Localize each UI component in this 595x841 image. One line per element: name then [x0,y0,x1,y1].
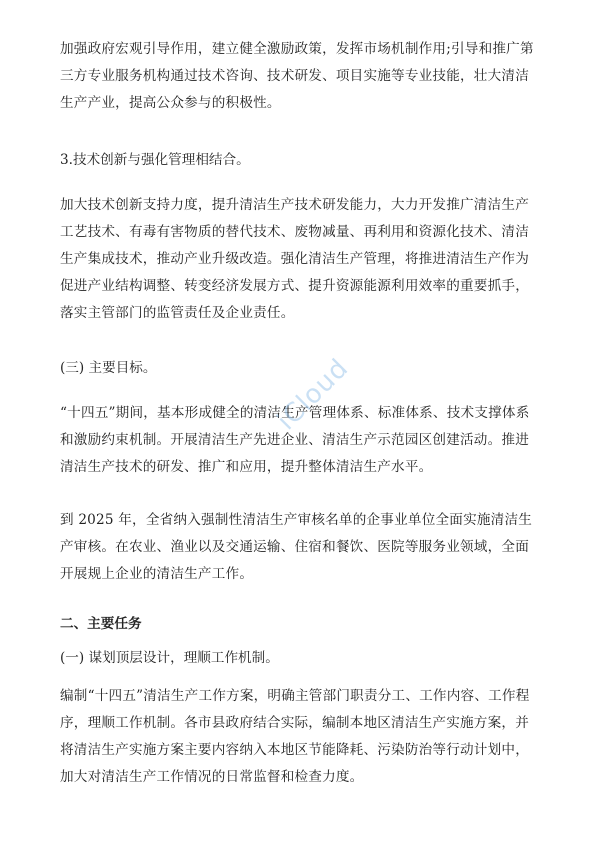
paragraph-14th-plan: “十四五”期间，基本形成健全的清洁生产管理体系、标准体系、技术支撑体系和激励约束机制。开展清洁生产先进企业、清洁生产示范园区创建活动。推进清洁生产技术的研发、推广和应用，提升整体清洁生产水平。 [60,405,530,475]
paragraph-2025-target: 到 2025 年，全省纳入强制性清洁生产审核名单的企事业单位全面实施清洁生产审核。在农业、渔业以及交通运输、住宿和餐饮、医院等服务业领域，全面开展规上企业的清洁生产工作。 [60,512,533,582]
paragraph-tech-management: 加大技术创新支持力度，提升清洁生产技术研发能力，大力开发推广清洁生产工艺技术、有毒有害物质的替代技术、废物减量、再利用和资源化技术、清洁生产集成技术，推动产业升级改造。强化清洁生产管理，将推进清洁生产作为促进产业结构调整、转变经济发展方式、提升资源能源利用效率的重要抓手，落实主管部门的监管责任及企业责任。 [60,197,529,321]
paragraph-work-plan: 编制“十四五”清洁生产工作方案，明确主管部门职责分工、工作内容、工作程序，理顺工作机制。各市县政府结合实际，编制本地区清洁生产实施方案，并将清洁生产实施方案主要内容纳入本地区节能降耗、污染防治等行动计划中，加大对清洁生产工作情况的日常监督和检查力度。 [60,688,530,785]
heading-tech-innovation: 3.技术创新与强化管理相结合。 [60,152,250,168]
watermark-text: iCloud [271,353,355,437]
heading-top-level-design: (一) 谋划顶层设计，理顺工作机制。 [60,650,279,666]
heading-main-tasks: 二、主要任务 [60,616,142,632]
paragraph-incentive: 加强政府宏观引导作用，建立健全激励政策，发挥市场机制作用;引导和推广第三方专业服务机构通过技术咨询、技术研发、项目实施等专业技能，壮大清洁生产产业，提高公众参与的积极性。 [60,41,534,111]
heading-main-goals: (三) 主要目标。 [60,360,157,376]
